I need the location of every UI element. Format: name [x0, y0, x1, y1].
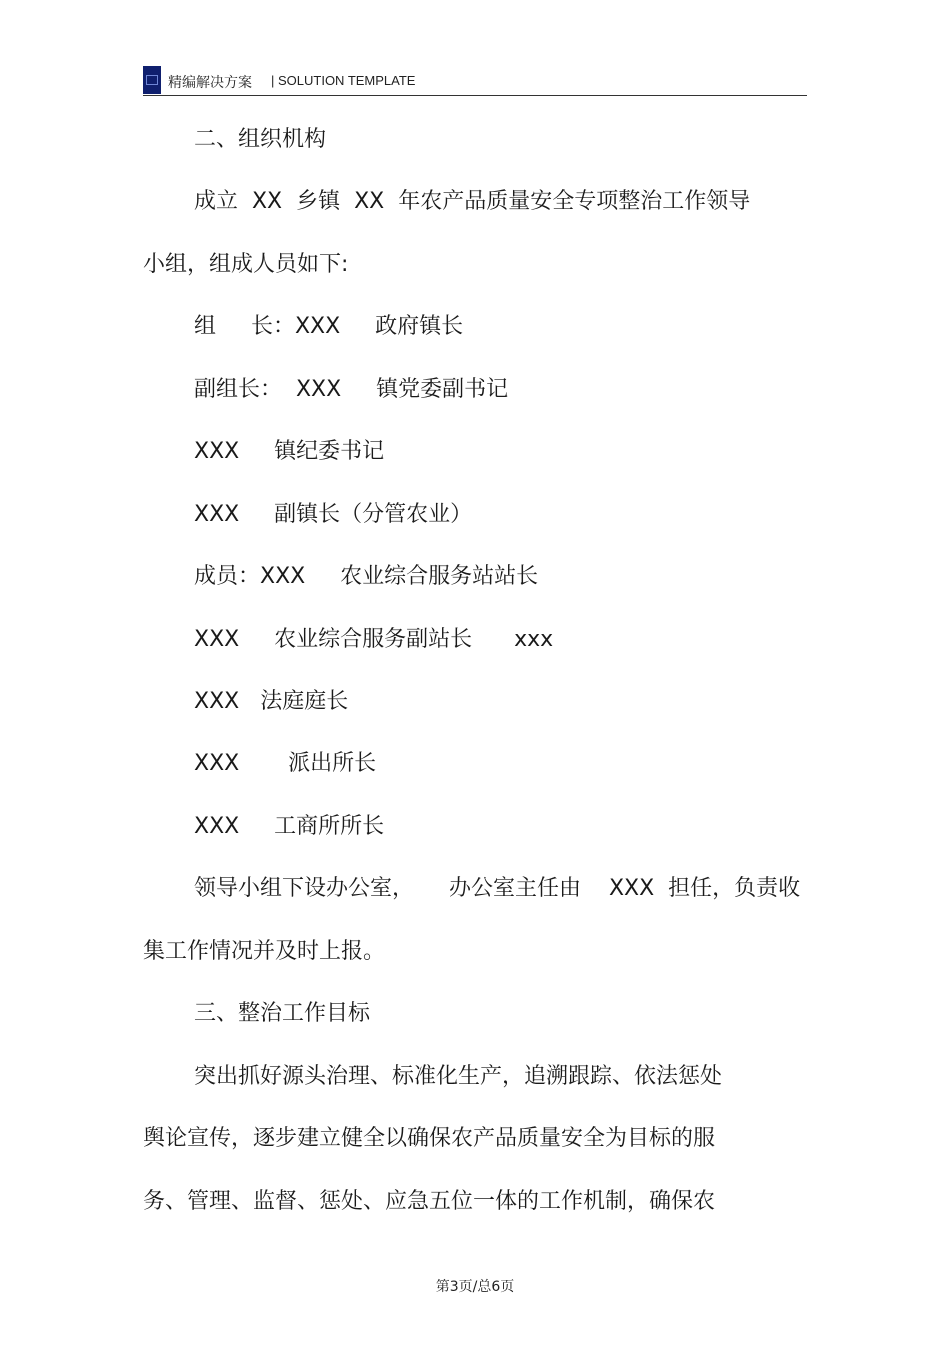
paragraph-line: 突出抓好源头治理、标准化生产，追溯跟踪、依法惩处	[194, 1064, 723, 1089]
member-line: XXX 镇纪委书记	[194, 439, 385, 464]
member-line: XXX 工商所所长	[194, 814, 385, 839]
member-line: XXX 派出所长	[194, 751, 377, 776]
member-line: XXX 副镇长（分管农业）	[194, 502, 473, 527]
member-line: 组 长：XXX 政府镇长	[194, 314, 464, 339]
header-divider	[143, 95, 807, 96]
paragraph-line: 成立 XX 乡镇 XX 年农产品质量安全专项整治工作领导	[194, 189, 751, 214]
member-line: 成员：XXX 农业综合服务站站长	[194, 564, 539, 589]
member-line: 副组长： XXX 镇党委副书记	[194, 377, 509, 402]
section-heading: 二、组织机构	[194, 127, 327, 152]
paragraph-line: 小组，组成人员如下:	[143, 252, 349, 277]
section-heading: 三、整治工作目标	[194, 1001, 371, 1026]
page-header	[143, 66, 807, 96]
member-line: XXX 农业综合服务副站长 xxx	[194, 627, 554, 652]
paragraph-line: 务、管理、监督、惩处、应急五位一体的工作机制，确保农	[143, 1189, 716, 1214]
paragraph-line: 舆论宣传，逐步建立健全以确保农产品质量安全为目标的服	[143, 1126, 716, 1151]
paragraph-line: 领导小组下设办公室， 办公室主任由 XXX 担任，负责收	[194, 876, 801, 901]
member-line: XXX 法庭庭长	[194, 689, 349, 714]
paragraph-line: 集工作情况并及时上报。	[143, 939, 386, 964]
header-tagline: | SOLUTION TEMPLATE	[271, 73, 416, 88]
logo-icon	[143, 66, 161, 94]
header-brand: 精编解决方案	[168, 75, 252, 91]
page-number: 第3页/总6页	[435, 1279, 515, 1295]
